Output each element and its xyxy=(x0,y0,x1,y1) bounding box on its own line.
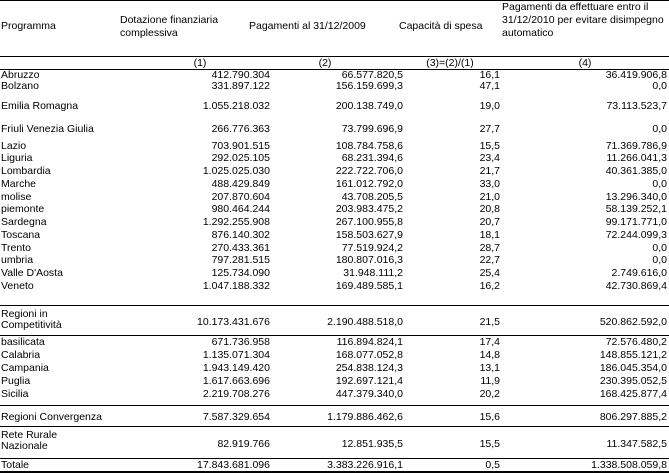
row-dotazione: 125.734.090 xyxy=(211,267,270,279)
row-pagamenti-da: 0,0 xyxy=(652,178,667,190)
row-name: Liguria xyxy=(1,152,33,164)
row-dotazione: 10.173.431.676 xyxy=(197,316,270,328)
table-row xyxy=(0,281,669,292)
row-pagamenti: 3.383.226.916,1 xyxy=(327,459,403,471)
row-pagamenti-da: 36.419.906,8 xyxy=(605,69,667,81)
row-dotazione: 1.617.663.696 xyxy=(202,375,270,387)
table-row xyxy=(0,268,669,279)
row-pagamenti-da: 11.347.582,5 xyxy=(606,438,667,450)
row-capacita: 23,4 xyxy=(479,152,500,164)
row-capacita: 21,0 xyxy=(479,191,500,203)
row-name: Puglia xyxy=(1,375,31,387)
row-capacita: 15,6 xyxy=(479,411,500,423)
row-capacita: 15,5 xyxy=(479,140,500,152)
row-capacita: 20,8 xyxy=(479,203,500,215)
table-row xyxy=(0,204,669,215)
row-pagamenti: 43.708.205,5 xyxy=(341,191,403,203)
row-pagamenti-da: 40.361.385,0 xyxy=(605,165,667,177)
row-name: Sicilia xyxy=(1,388,29,400)
table-row xyxy=(0,255,669,266)
header-pagamenti: Pagamenti al 31/12/2009 xyxy=(249,20,366,32)
table-row xyxy=(0,350,669,361)
row-pagamenti-da: 73.113.523,7 xyxy=(606,100,667,112)
row-dotazione: 671.736.958 xyxy=(211,336,270,348)
row-capacita: 27,7 xyxy=(479,123,500,135)
row-name: Rete Rurale Nazionale xyxy=(1,429,58,452)
table-row xyxy=(0,153,669,164)
row-dotazione: 331.897.122 xyxy=(211,80,270,92)
row-pagamenti: 254.838.124,3 xyxy=(335,362,403,374)
table-row xyxy=(0,192,669,203)
table-row xyxy=(0,376,669,387)
row-pagamenti-da: 168.425.877,4 xyxy=(599,388,667,400)
row-capacita: 15,5 xyxy=(479,438,500,450)
header-dotazione: Dotazione finanziaria complessiva xyxy=(120,14,219,39)
row-dotazione: 2.219.708.276 xyxy=(202,388,270,400)
row-pagamenti: 203.983.475,2 xyxy=(335,203,403,215)
row-dotazione: 876.140.302 xyxy=(211,229,270,241)
row-pagamenti-da: 186.045.354,0 xyxy=(599,362,667,374)
row-pagamenti: 168.077.052,8 xyxy=(335,349,403,361)
row-pagamenti-da: 806.297.885,2 xyxy=(599,411,667,423)
row-dotazione: 1.047.188.332 xyxy=(202,280,270,292)
row-dotazione: 1.292.255.908 xyxy=(202,216,270,228)
col-number-4: (4) xyxy=(578,57,592,69)
row-pagamenti-da: 13.296.340,0 xyxy=(605,191,667,203)
row-name: Valle D'Aosta xyxy=(1,267,63,279)
row-pagamenti-da: 1.338.508.059,8 xyxy=(591,459,667,471)
row-pagamenti: 200.138.749,0 xyxy=(335,100,403,112)
row-pagamenti-da: 71.369.786,9 xyxy=(605,140,667,152)
table-row xyxy=(0,166,669,177)
row-dotazione: 1.055.218.032 xyxy=(202,100,270,112)
row-pagamenti: 66.577.820,5 xyxy=(341,69,403,81)
row-dotazione: 488.429.849 xyxy=(211,178,270,190)
row-pagamenti-da: 58.139.252,1 xyxy=(605,203,667,215)
row-name: Lazio xyxy=(1,140,27,152)
row-dotazione: 266.776.363 xyxy=(211,123,270,135)
row-dotazione: 292.025.105 xyxy=(211,152,270,164)
row-pagamenti: 77.519.924,2 xyxy=(341,242,403,254)
row-pagamenti-da: 2.749.616,0 xyxy=(611,267,667,279)
row-dotazione: 7.587.329.654 xyxy=(202,411,270,423)
row-dotazione: 270.433.361 xyxy=(211,242,270,254)
row-name: Regioni Convergenza xyxy=(1,411,102,423)
subtotal-row xyxy=(0,412,669,423)
row-dotazione: 1.025.025.030 xyxy=(202,165,270,177)
row-capacita: 20,2 xyxy=(479,388,500,400)
row-pagamenti: 161.012.792,0 xyxy=(335,178,403,190)
table-row xyxy=(0,389,669,400)
row-name: basilicata xyxy=(1,336,45,348)
row-pagamenti: 73.799.696,9 xyxy=(341,123,403,135)
row-pagamenti: 12.851.935,5 xyxy=(341,438,403,450)
row-name: umbria xyxy=(1,254,34,266)
row-name: Trento xyxy=(1,242,31,254)
header-divider xyxy=(0,56,669,57)
row-name: piemonte xyxy=(1,203,45,215)
row-dotazione: 82.919.766 xyxy=(217,438,270,450)
row-capacita: 17,4 xyxy=(479,336,500,348)
row-dotazione: 980.464.244 xyxy=(211,203,270,215)
row-pagamenti-da: 99.171.771,0 xyxy=(605,216,667,228)
row-dotazione: 1.135.071.304 xyxy=(202,349,270,361)
col-number-3: (3)=(2)/(1) xyxy=(426,57,474,69)
row-pagamenti: 68.231.394,6 xyxy=(341,152,403,164)
row-capacita: 47,1 xyxy=(479,80,500,92)
row-pagamenti: 1.179.886.462,6 xyxy=(327,411,403,423)
row-pagamenti-da: 148.855.121,2 xyxy=(599,349,667,361)
row-dotazione: 797.281.515 xyxy=(211,254,270,266)
row-pagamenti: 222.722.706,0 xyxy=(335,165,403,177)
row-capacita: 0,5 xyxy=(485,459,500,471)
row-capacita: 19,0 xyxy=(479,100,500,112)
row-capacita: 16,1 xyxy=(479,69,500,81)
row-capacita: 28,7 xyxy=(479,242,500,254)
table-row xyxy=(0,217,669,228)
table-row xyxy=(0,337,669,348)
section-divider xyxy=(0,426,669,427)
col-number-2: (2) xyxy=(318,57,332,69)
row-pagamenti-da: 42.730.869,4 xyxy=(605,280,667,292)
row-dotazione: 703.901.515 xyxy=(211,140,270,152)
row-pagamenti: 267.100.955,8 xyxy=(335,216,403,228)
header-capacita: Capacità di spesa xyxy=(399,20,483,32)
row-capacita: 20,7 xyxy=(479,216,500,228)
row-name: Veneto xyxy=(1,280,34,292)
row-name: Friuli Venezia Giulia xyxy=(1,123,94,135)
row-dotazione: 17.843.681.096 xyxy=(197,459,270,471)
row-capacita: 25,4 xyxy=(479,267,500,279)
row-capacita: 11,9 xyxy=(480,375,500,387)
row-pagamenti: 180.807.016,3 xyxy=(335,254,403,266)
table-row xyxy=(0,243,669,254)
row-pagamenti-da: 72.576.480,2 xyxy=(605,336,667,348)
row-dotazione: 207.870.604 xyxy=(211,191,270,203)
row-name: Calabria xyxy=(1,349,41,361)
header-programma: Programma xyxy=(1,20,56,32)
table-row xyxy=(0,124,669,135)
row-dotazione: 412.790.304 xyxy=(211,69,270,81)
total-row xyxy=(0,460,669,471)
row-name: Bolzano xyxy=(1,80,39,92)
section-divider xyxy=(0,305,669,306)
header-pagamenti-da: Pagamenti da effettuare entro il 31/12/2010 per evitare disimpegno automatico xyxy=(502,1,664,39)
table-row xyxy=(0,81,669,92)
table-row xyxy=(0,230,669,241)
row-capacita: 21,5 xyxy=(479,316,500,328)
row-pagamenti: 158.503.627,9 xyxy=(335,229,403,241)
row-pagamenti-da: 72.244.099,3 xyxy=(605,229,667,241)
row-pagamenti: 108.784.758,6 xyxy=(335,140,403,152)
table-row xyxy=(0,70,669,81)
row-pagamenti-da: 0,0 xyxy=(652,242,667,254)
row-name: Abruzzo xyxy=(1,69,40,81)
row-pagamenti-da: 0,0 xyxy=(652,80,667,92)
row-pagamenti: 156.159.699,3 xyxy=(335,80,403,92)
subtotal-row xyxy=(0,430,669,456)
row-pagamenti: 2.190.488.518,0 xyxy=(327,316,403,328)
row-name: molise xyxy=(1,191,32,203)
row-pagamenti: 447.379.340,0 xyxy=(335,388,403,400)
row-pagamenti-da: 230.395.052,5 xyxy=(599,375,667,387)
row-capacita: 16,2 xyxy=(479,280,500,292)
row-name: Emilia Romagna xyxy=(1,100,79,112)
row-capacita: 33,0 xyxy=(479,178,500,190)
row-name: Lombardia xyxy=(1,165,51,177)
section-divider xyxy=(0,335,669,336)
row-name: Totale xyxy=(1,459,30,471)
row-pagamenti-da: 0,0 xyxy=(652,254,667,266)
section-divider xyxy=(0,405,669,406)
row-pagamenti: 31.948.111,2 xyxy=(343,267,403,279)
row-name: Marche xyxy=(1,178,37,190)
row-pagamenti-da: 520.862.592,0 xyxy=(599,316,667,328)
row-pagamenti: 169.489.585,1 xyxy=(335,280,403,292)
subtotal-row xyxy=(0,308,669,334)
row-pagamenti: 116.894.824,1 xyxy=(336,336,403,348)
row-name: Campania xyxy=(1,362,49,374)
row-capacita: 22,7 xyxy=(479,254,500,266)
row-pagamenti: 192.697.121,4 xyxy=(335,375,403,387)
row-capacita: 21,7 xyxy=(479,165,500,177)
row-dotazione: 1.943.149.420 xyxy=(202,362,270,374)
row-name: Toscana xyxy=(1,229,41,241)
table-row xyxy=(0,363,669,374)
row-pagamenti-da: 11.266.041,3 xyxy=(606,152,667,164)
table-row xyxy=(0,179,669,190)
row-capacita: 13,1 xyxy=(479,362,500,374)
row-pagamenti-da: 0,0 xyxy=(652,123,667,135)
table-row xyxy=(0,101,669,112)
row-capacita: 14,8 xyxy=(479,349,500,361)
table-row xyxy=(0,141,669,152)
col-number-1: (1) xyxy=(193,57,207,69)
row-name: Sardegna xyxy=(1,216,47,228)
row-capacita: 18,1 xyxy=(479,229,500,241)
row-name: Regioni in Competitività xyxy=(1,308,62,331)
